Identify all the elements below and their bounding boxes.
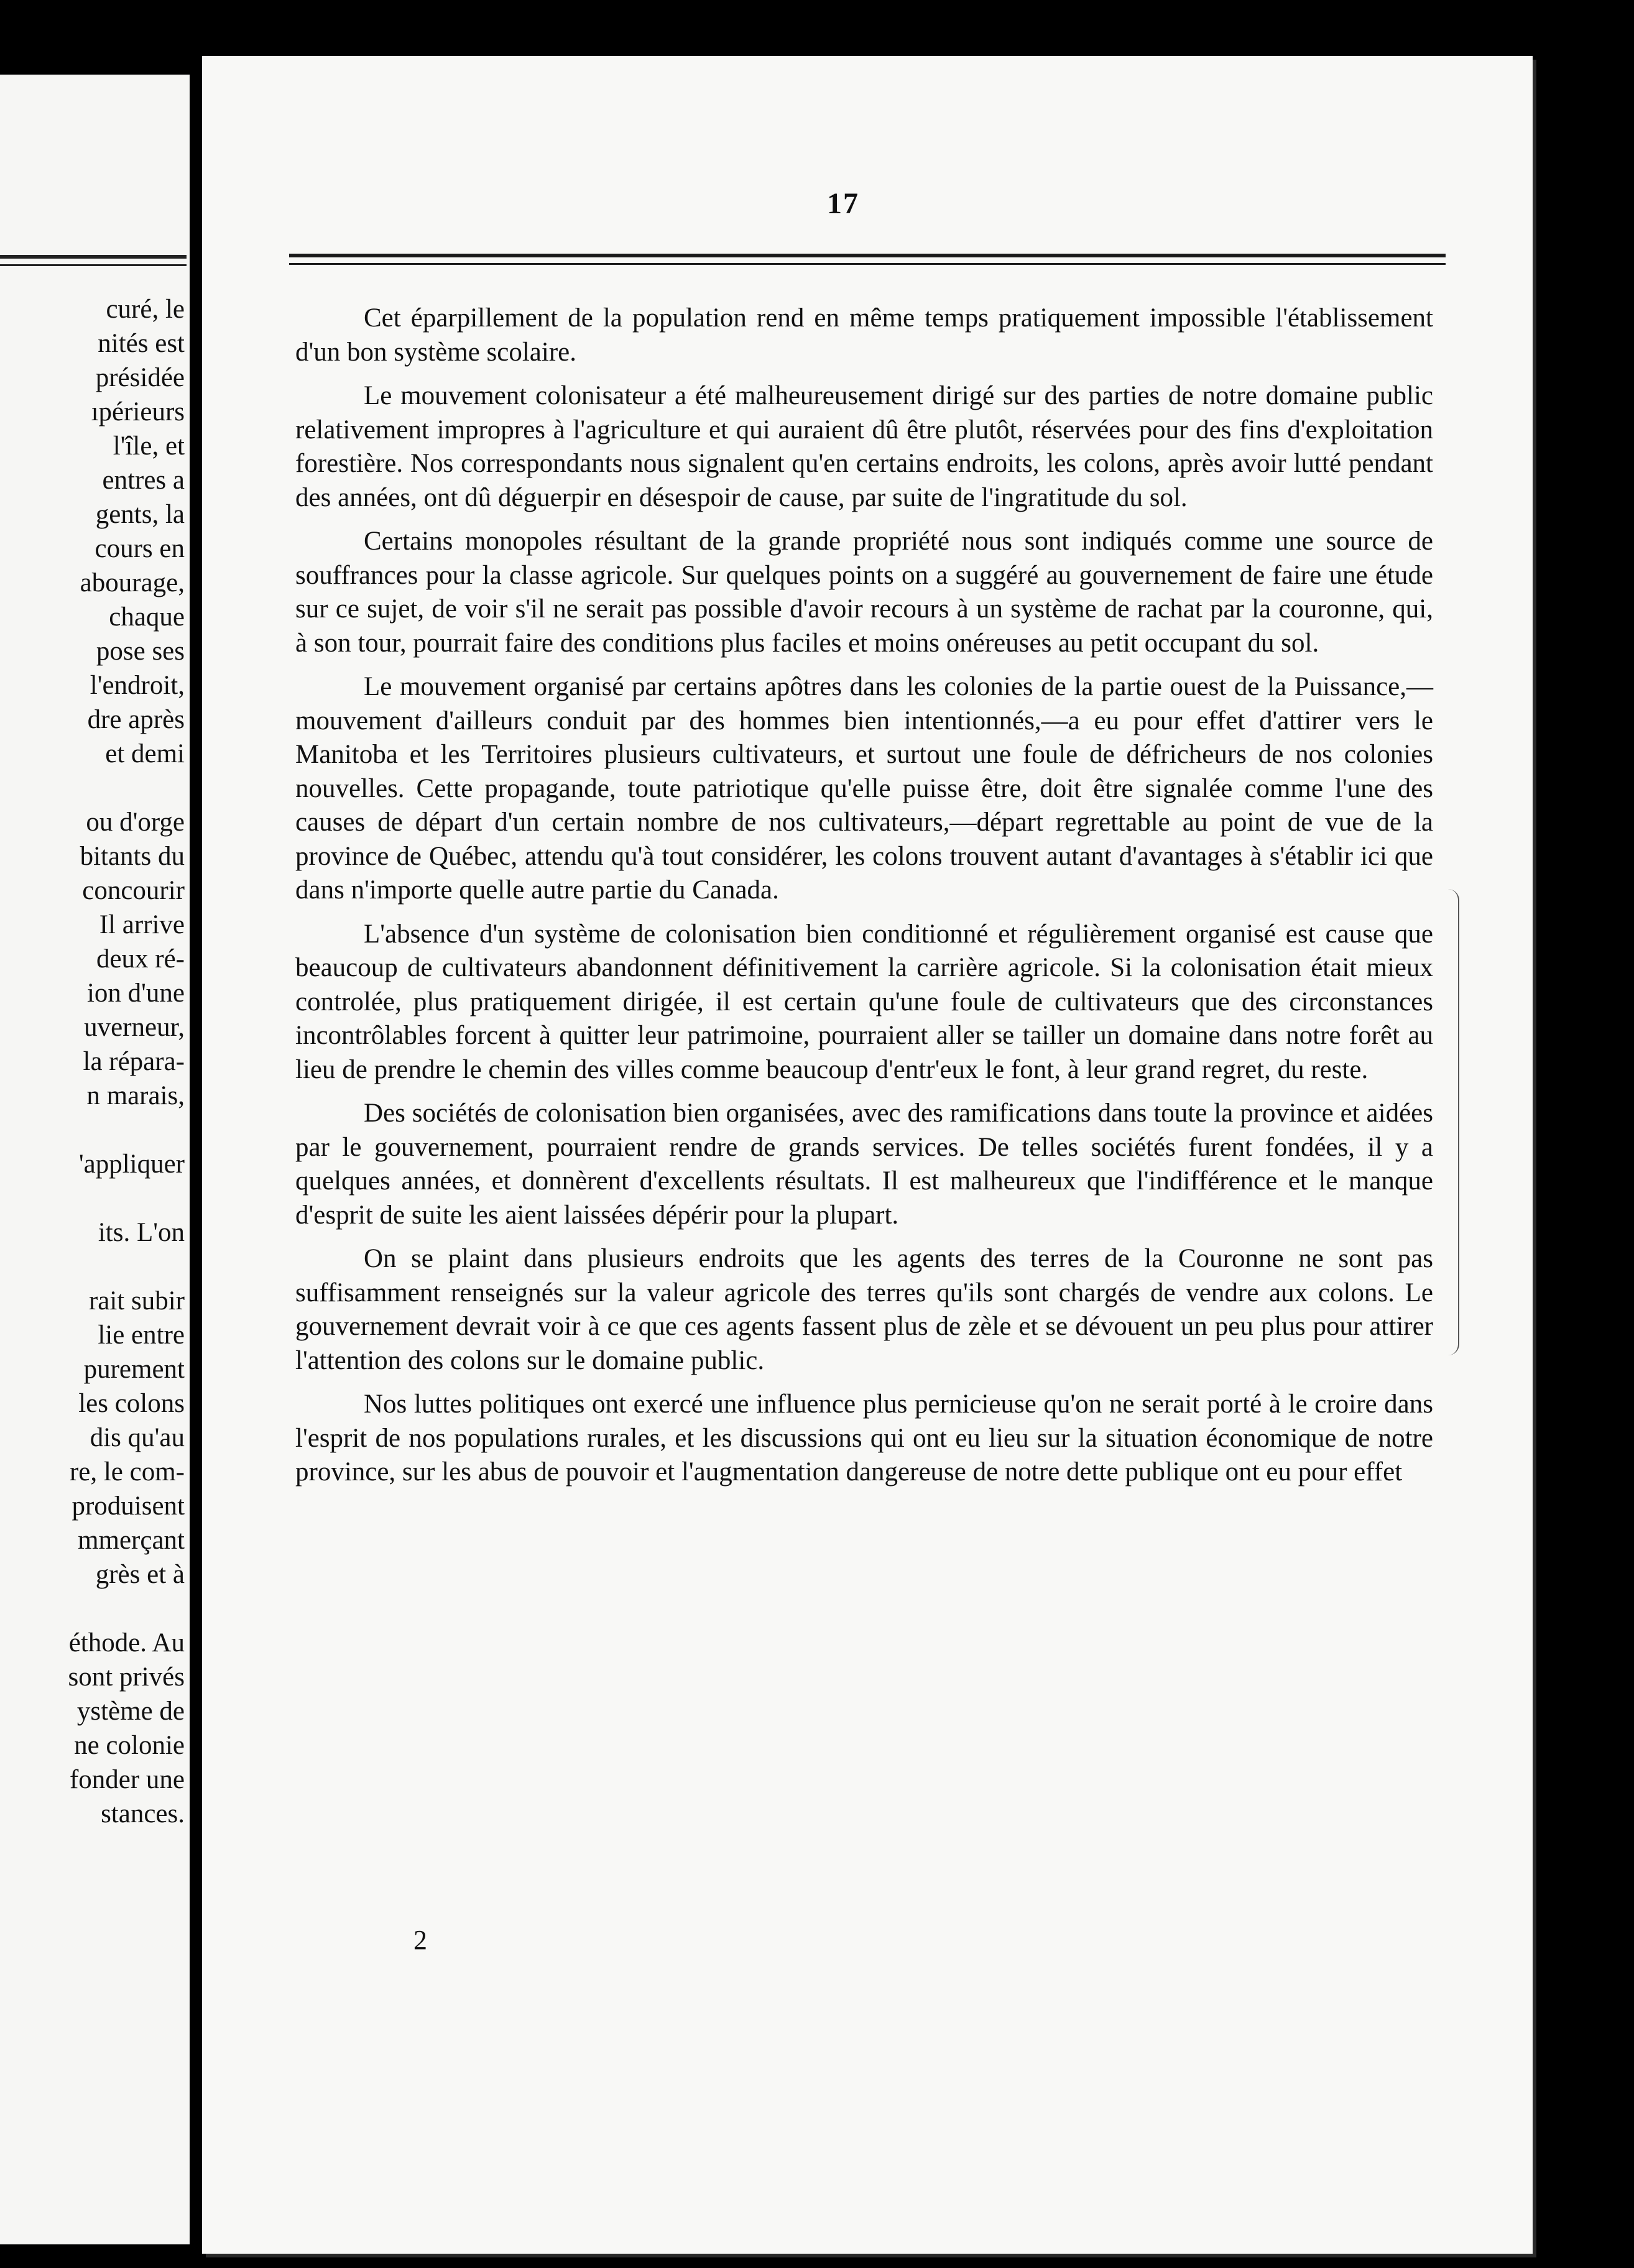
- facing-page-line: les colons: [78, 1389, 185, 1418]
- facing-page-line: éthode. Au: [68, 1628, 185, 1657]
- facing-page-line: présidée: [95, 363, 185, 392]
- facing-page-line: re, le com-: [69, 1457, 185, 1487]
- facing-page-line: grès et à: [95, 1560, 185, 1589]
- facing-page-line: its. L'on: [98, 1218, 185, 1247]
- paragraph: Le mouvement organisé par certains apôtres dans les colonies de la partie ouest de la Puissance,—mouvement d'ailleurs conduit par des hommes bien intentionnés,—a eu pour effet d'attirer vers le Manitoba et les Territoires plusieurs cultivateurs, et surtout une foule de défricheurs de nos colonies nouvelles. Cette propagande, toute patriotique qu'elle puisse être, doit être signalée comme l'une des causes de départ d'un certain nombre de nos cultivateurs,—départ regrettable au point de vue de la province de Québec, attendu qu'à tout considérer, les colons trouvent autant d'avantages à s'établir ici que dans n'importe quelle autre partie du Canada.: [295, 672, 1433, 905]
- facing-page-line: cours en: [95, 534, 185, 563]
- facing-page-line: [11, 1181, 185, 1215]
- facing-page-line: n marais,: [86, 1081, 185, 1110]
- facing-page-line: [11, 1592, 185, 1626]
- facing-page-line: concourir: [82, 876, 185, 905]
- facing-page-line: et demi: [105, 739, 185, 768]
- facing-page-line: [11, 1250, 185, 1284]
- facing-page-line: sont privés: [68, 1662, 185, 1692]
- page-number: 17: [827, 187, 859, 220]
- facing-page-line: ystème de: [76, 1697, 185, 1726]
- facing-page-line: bitants du: [80, 842, 185, 871]
- facing-page-line: ion d'une: [86, 979, 185, 1008]
- body-text: [295, 302, 1433, 1500]
- facing-page-line: entres a: [102, 466, 185, 495]
- facing-page-header-rule: [0, 255, 187, 259]
- margin-bracket-mark: [1446, 889, 1459, 1355]
- header-rule: [289, 254, 1446, 257]
- facing-page-fragment: [0, 75, 190, 2244]
- facing-page-line: ou d'orge: [86, 808, 185, 837]
- facing-page-line: produisent: [72, 1491, 185, 1521]
- facing-page-line: stances.: [101, 1799, 185, 1828]
- facing-page-line: nités est: [98, 329, 185, 358]
- paragraph: Cet éparpillement de la population rend en même temps pratiquement impossible l'établissement d'un bon système scolaire.: [295, 303, 1433, 367]
- facing-page-header-rule-thin: [0, 264, 187, 266]
- facing-page-line: 'appliquer: [78, 1150, 185, 1179]
- page: [202, 56, 1533, 2254]
- facing-page-line: chaque: [109, 602, 185, 632]
- facing-page-line: [11, 1113, 185, 1147]
- paragraph: Des sociétés de colonisation bien organisées, avec des ramifications dans toute la province et aidées par le gouvernement, pourraient rendre de grands services. De telles sociétés furent fondées, il y a quelques années, et donnèrent d'excellents résultats. Il est malheureux que l'indifférence et le manque d'esprit de suite les aient laissées dépérir pour la plupart.: [295, 1099, 1433, 1230]
- facing-page-line: ıpérieurs: [91, 397, 185, 426]
- facing-page-line: mmerçant: [78, 1526, 185, 1555]
- facing-page-line: dre après: [87, 705, 185, 734]
- facing-page-line: la répara-: [83, 1047, 185, 1076]
- facing-page-line: curé, le: [106, 295, 185, 324]
- facing-page-line: purement: [83, 1355, 185, 1384]
- header-rule-thin: [289, 263, 1446, 265]
- facing-page-line: fonder une: [69, 1765, 185, 1794]
- facing-page-line: Il arrive: [99, 910, 185, 939]
- facing-page-line: gents, la: [95, 500, 185, 529]
- paragraph: L'absence d'un système de colonisation bien conditionné et régulièrement organisé est cause que beaucoup de cultivateurs abandonnent définitivement la carrière agricole. Si la colonisation était mieux controlée, plus pratiquement dirigée, il est certain qu'une foule de cultivateurs que des circonstances incontrôlables forcent à quitter leur patrimoine, pourraient aller se tailler un domaine dans notre forêt au lieu de prendre le chemin des villes comme beaucoup d'entr'eux le font, à leur grand regret, du reste.: [295, 919, 1433, 1084]
- paragraph: Nos luttes politiques ont exercé une influence plus pernicieuse qu'on ne serait porté à le croire dans l'esprit de nos populations rurales, et les discussions qui ont eu lieu sur la situation économique de notre province, sur les abus de pouvoir et l'augmentation dangereuse de notre dette publique ont eu pour effet: [295, 1390, 1433, 1487]
- facing-page-line: abourage,: [80, 568, 185, 597]
- facing-page-line: l'endroit,: [90, 671, 185, 700]
- facing-page-text: [11, 292, 185, 1831]
- signature-mark: 2: [413, 1925, 427, 1955]
- paragraph: Certains monopoles résultant de la grande propriété nous sont indiqués comme une source de souffrances pour la classe agricole. Sur quelques points on a suggéré au gouvernement de faire une étude sur ce sujet, de voir s'il ne serait pas possible d'avoir recours à un système de rachat par la couronne, qui, à son tour, pourrait faire des conditions plus faciles et moins onéreuses au petit occupant du sol.: [295, 527, 1433, 658]
- facing-page-line: ne colonie: [74, 1731, 185, 1760]
- paragraph: Le mouvement colonisateur a été malheureusement dirigé sur des parties de notre domaine public relativement impropres à l'agriculture et qui auraient dû être plutôt, réservées pour des fins d'exploitation forestière. Nos correspondants nous signalent qu'en certains endroits, les colons, après avoir lutté pendant des années, ont dû déguerpir en désespoir de cause, par suite de l'ingratitude du sol.: [295, 381, 1433, 512]
- facing-page-line: dis qu'au: [90, 1423, 185, 1452]
- facing-page-line: l'île, et: [113, 431, 185, 461]
- facing-page-line: deux ré-: [96, 944, 185, 974]
- facing-page-line: rait subir: [88, 1286, 185, 1316]
- facing-page-line: pose ses: [96, 637, 185, 666]
- facing-page-line: uverneur,: [84, 1013, 185, 1042]
- facing-page-line: lie entre: [98, 1321, 185, 1350]
- paragraph: On se plaint dans plusieurs endroits que les agents des terres de la Couronne ne sont pas suffisamment renseignés sur la valeur agricole des terres qu'ils sont chargés de vendre aux colons. Le gouvernement devrait voir à ce que ces agents fassent plus de zèle et se dévouent un peu plus pour attirer l'attention des colons sur le domaine public.: [295, 1244, 1433, 1375]
- facing-page-line: [11, 771, 185, 805]
